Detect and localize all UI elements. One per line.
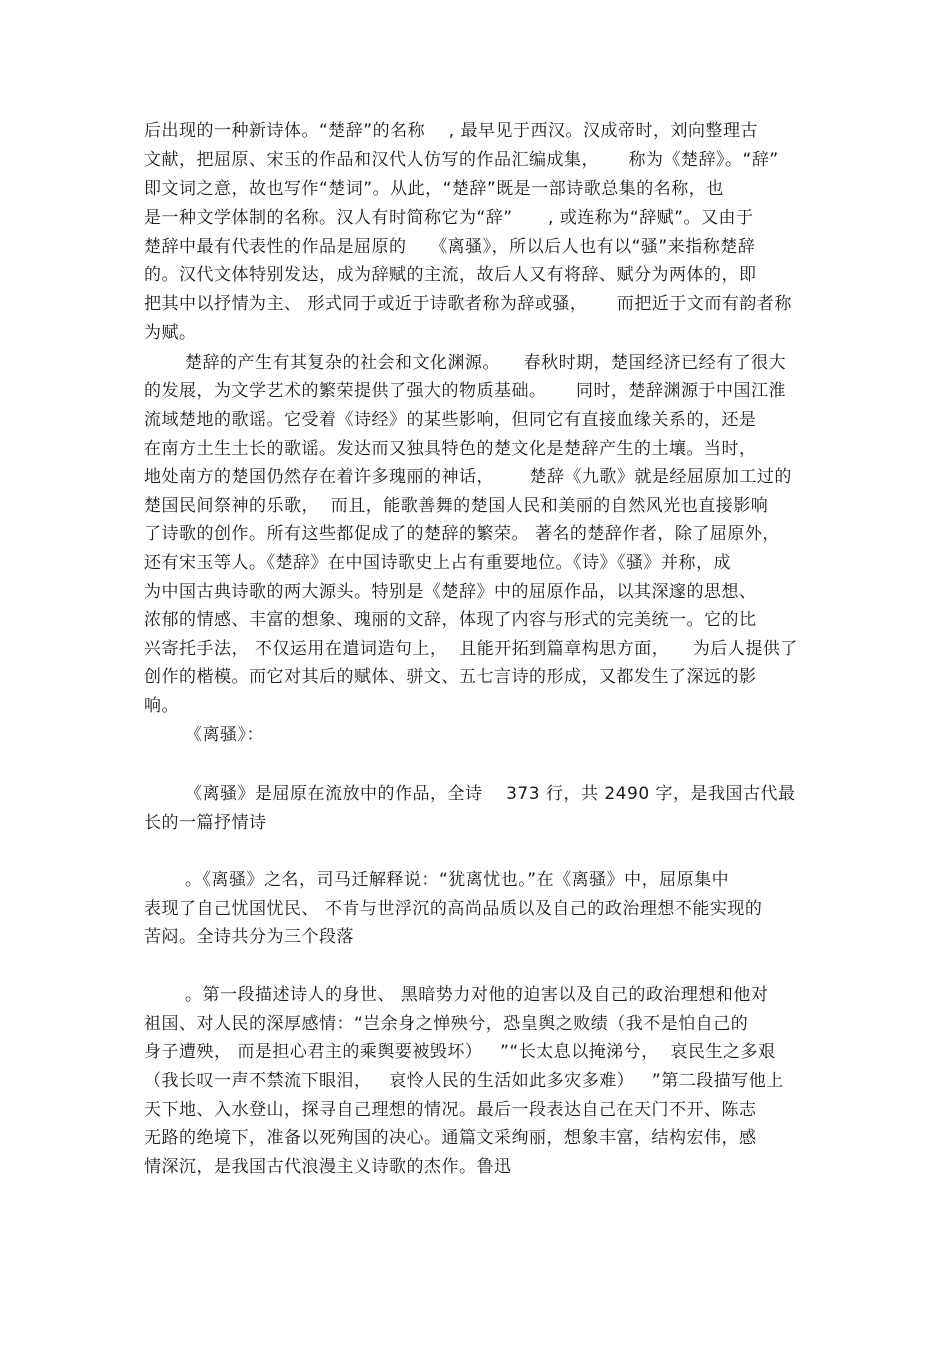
text-line: 《离骚》是屈原在流放中的作品，全诗 373 行，共 2490 字，是我国古代最 [185, 784, 796, 804]
text-line: 浓郁的情感、丰富的想象、瑰丽的文辞，体现了内容与形式的完美统一。它的比 [144, 610, 757, 630]
text-line: 表现了自己忧国忧民、 不肯与世浮沉的高尚品质以及自己的政治理想不能实现的 [144, 899, 763, 919]
text-line: （我长叹一声不禁流下眼泪， 哀怜人民的生活如此多灾多难） ”第二段描写他上 [144, 1071, 784, 1091]
text-line: 楚辞中最有代表性的作品是屈原的 《离骚》，所以后人也有以“骚”来指称楚辞 [144, 237, 756, 257]
text-line: 天下地、入水登山，探寻自己理想的情况。最后一段表达自己在天门不开、陈志 [144, 1100, 757, 1120]
text-line: 还有宋玉等人。《楚辞》在中国诗歌史上占有重要地位。《诗》《骚》并称，成 [144, 553, 731, 573]
text-line: 文献，把屈原、宋玉的作品和汉代人仿写的作品汇编成集， 称为《楚辞》。“辞” [144, 150, 779, 170]
text-line: 是一种文学体制的名称。汉人有时简称它为“辞” , 或连称为“辞赋”。又由于 [144, 208, 754, 228]
text-line: 苦闷。全诗共分为三个段落 [144, 927, 354, 947]
text-line: 的发展，为文学艺术的繁荣提供了强大的物质基础。 同时，楚辞渊源于中国江淮 [144, 381, 787, 401]
text-line: 把其中以抒情为主、 形式同于或近于诗歌者称为辞或骚， 而把近于文而有韵者称 [144, 294, 792, 314]
text-line: 长的一篇抒情诗 [144, 813, 267, 833]
text-line: 后出现的一种新诗体。“楚辞”的名称 , 最早见于西汉。汉成帝时，刘向整理古 [144, 121, 759, 141]
text-line: 兴寄托手法， 不仅运用在遣词造句上， 且能开拓到篇章构思方面， 为后人提供了 [144, 639, 798, 659]
text-line: 。《离骚》之名，司马迁解释说：“犹离忧也。”在《离骚》中，屈原集中 [185, 870, 730, 890]
text-line: 无路的绝境下，准备以死殉国的决心。通篇文采绚丽，想象丰富，结构宏伟，感 [144, 1128, 757, 1148]
text-line: 即文词之意，故也写作“楚词”。从此，“楚辞”既是一部诗歌总集的名称，也 [144, 179, 724, 199]
text-line: 楚国民间祭神的乐歌， 而且，能歌善舞的楚国人民和美丽的自然风光也直接影响 [144, 496, 769, 516]
text-line: 创作的楷模。而它对其后的赋体、骈文、五七言诗的形成，又都发生了深远的影 [144, 667, 757, 687]
text-line: 楚辞的产生有其复杂的社会和文化渊源。 春秋时期，楚国经济已经有了很大 [185, 353, 787, 373]
text-line: 为中国古典诗歌的两大源头。特别是《楚辞》中的屈原作品，以其深邃的思想、 [144, 582, 757, 602]
text-line: 祖国、对人民的深厚感情：“岂余身之惮殃兮，恐皇舆之败绩（我不是怕自己的 [144, 1014, 749, 1034]
text-line: 在南方土生土长的歌谣。发达而又独具特色的楚文化是楚辞产生的土壤。当时， [144, 439, 757, 459]
text-line: 了诗歌的创作。所有这些都促成了的楚辞的繁荣。 著名的楚辞作者，除了屈原外， [144, 524, 780, 544]
text-line: 的。汉代文体特别发达，成为辞赋的主流，故后人又有将辞、赋分为两体的，即 [144, 265, 757, 285]
text-line: 流域楚地的歌谣。它受着《诗经》的某些影响，但同它有直接血缘关系的，还是 [144, 410, 757, 430]
text-line: 情深沉，是我国古代浪漫主义诗歌的杰作。鲁迅 [144, 1157, 512, 1177]
text-line: 响。 [144, 696, 179, 716]
text-line: 为赋。 [144, 323, 197, 343]
text-line: 地处南方的楚国仍然存在着许多瑰丽的神话， 楚辞《九歌》就是经屈原加工过的 [144, 467, 792, 487]
text-line: 。第一段描述诗人的身世、 黑暗势力对他的迫害以及自己的政治理想和他对 [185, 985, 769, 1005]
text-line: 身子遭殃， 而是担心君主的乘舆要被毁坏） ”“长太息以掩涕兮， 哀民生之多艰 [144, 1042, 776, 1062]
section-heading: 《离骚》： [185, 725, 264, 745]
